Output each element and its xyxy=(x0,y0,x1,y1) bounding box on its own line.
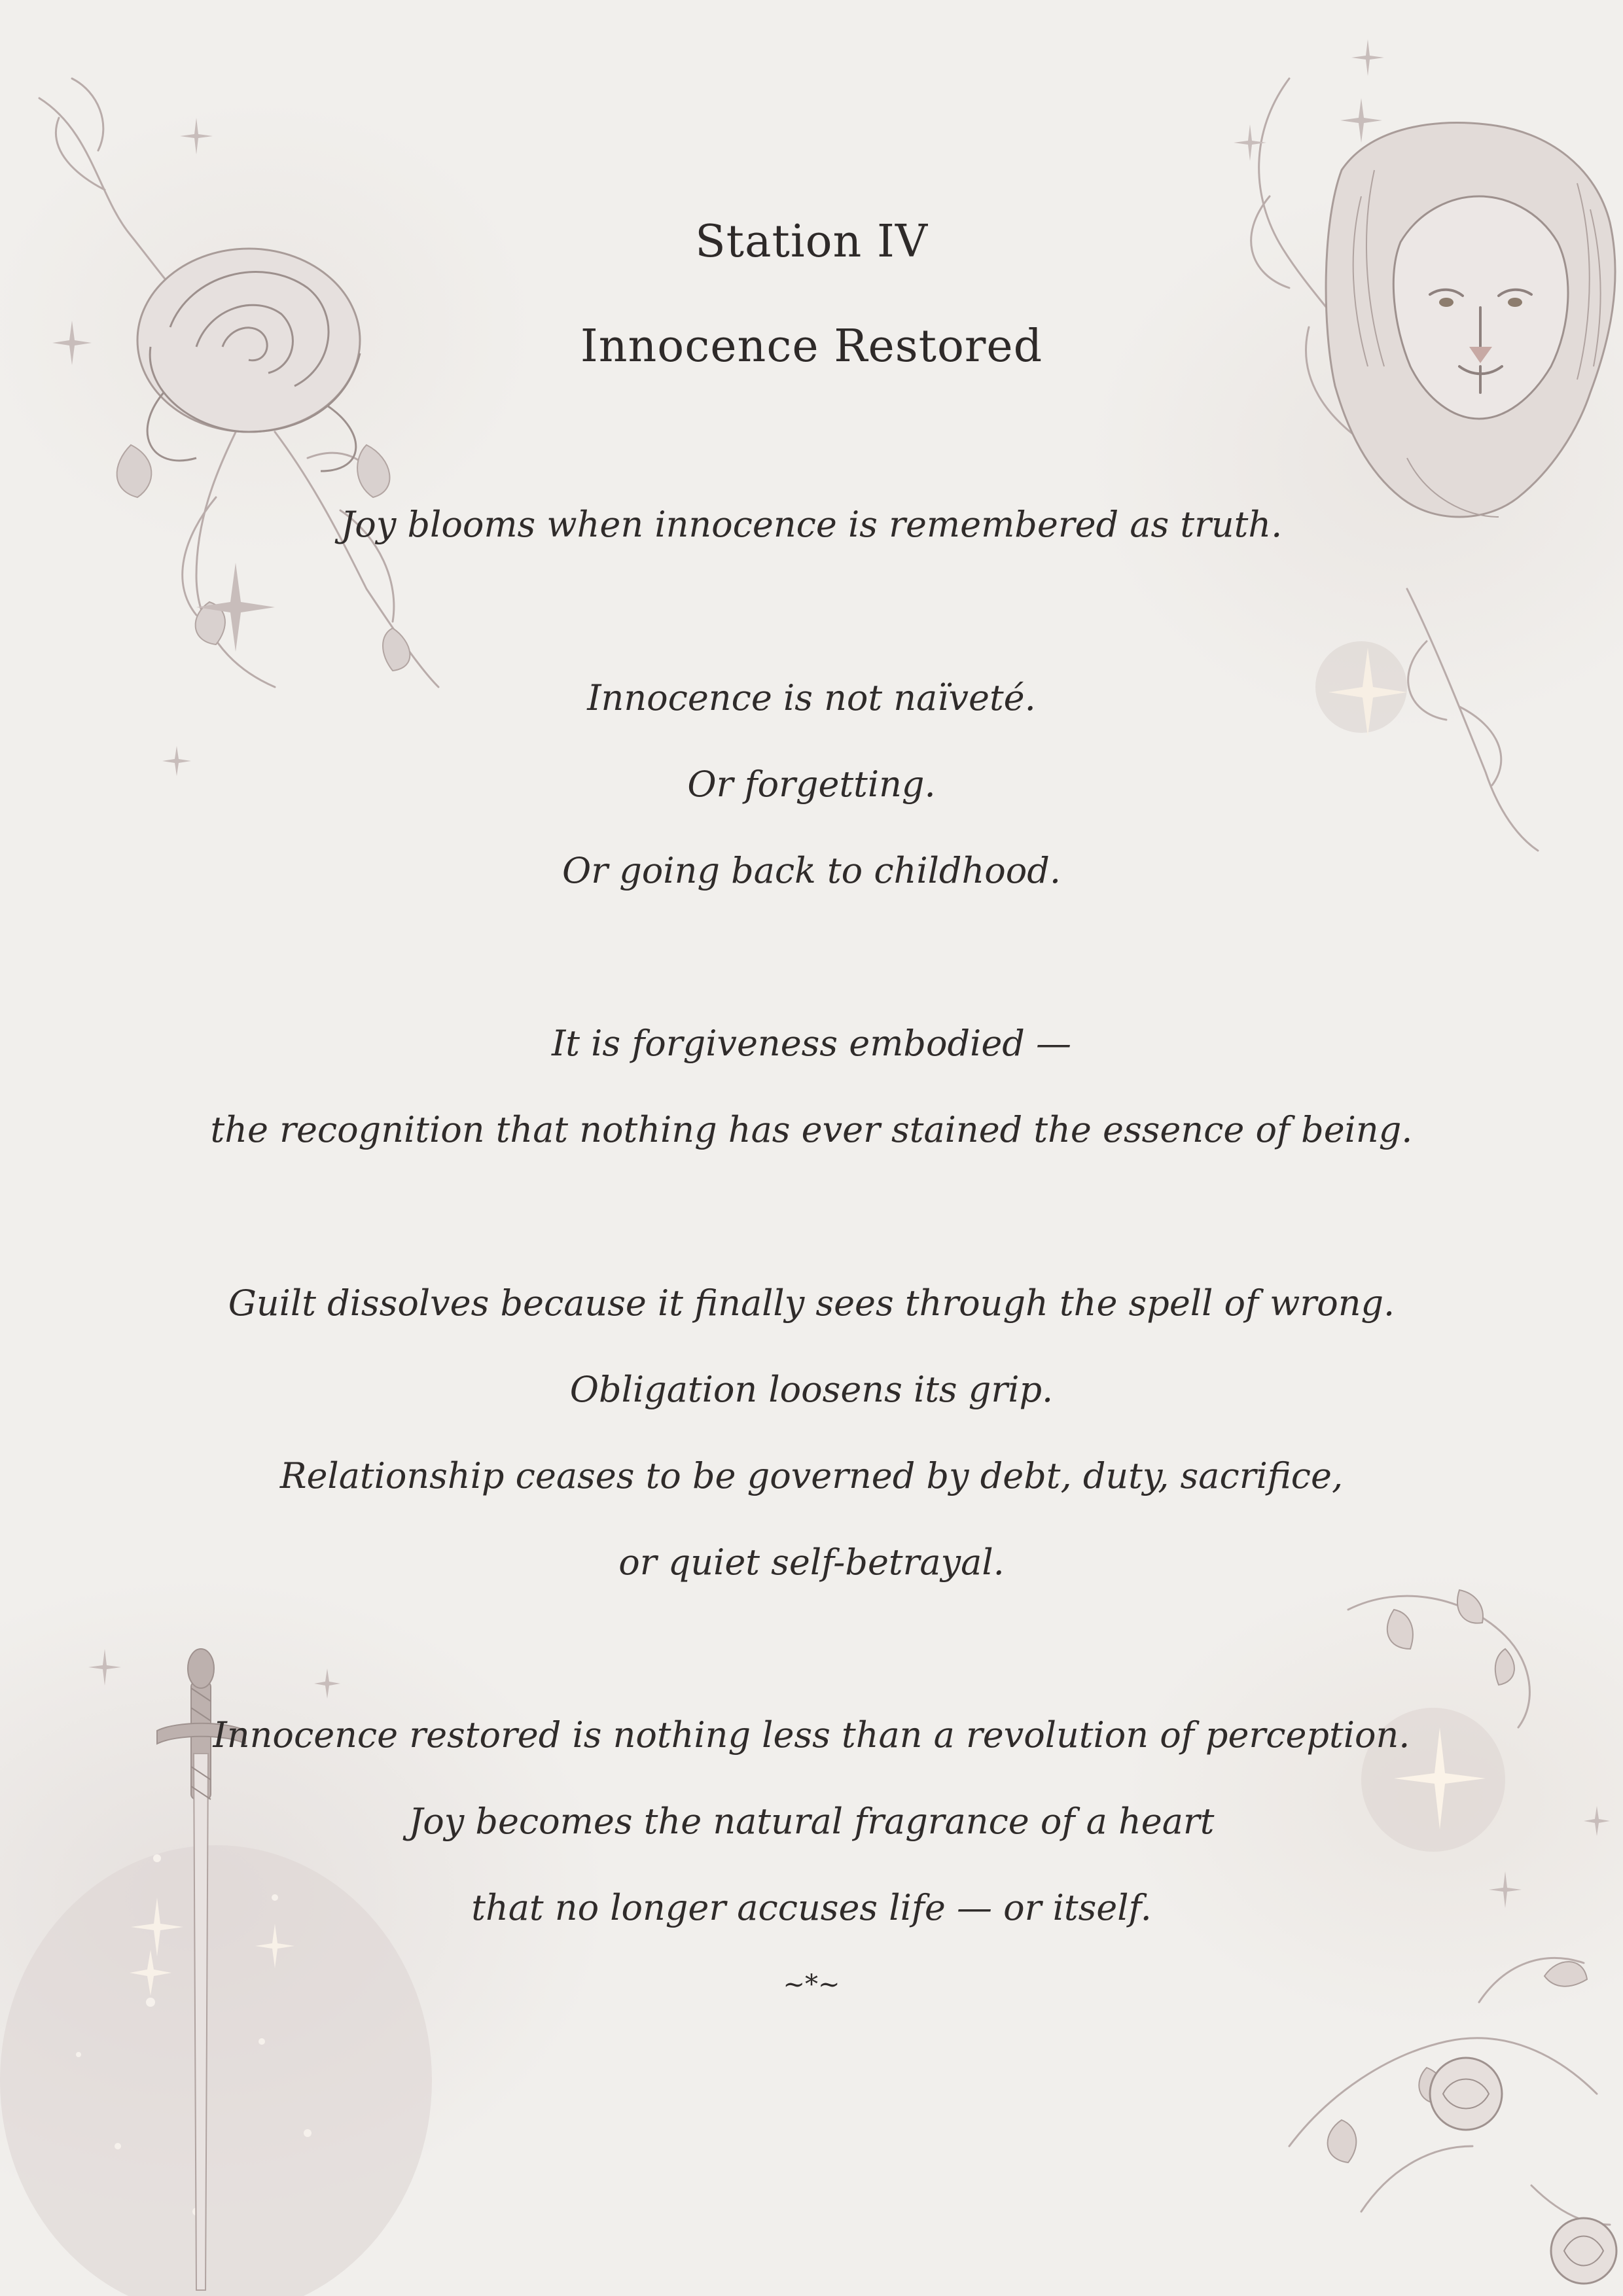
body-line: Joy becomes the natural fragrance of a heart xyxy=(408,1801,1215,1842)
station-heading: Station IV xyxy=(695,216,928,268)
body-line: Or forgetting. xyxy=(687,764,936,805)
body-line: Or going back to childhood. xyxy=(562,850,1061,891)
lion-illustration xyxy=(1211,0,1623,877)
closing-ornament: ~*~ xyxy=(783,1969,840,2000)
body-line: Relationship ceases to be governed by debt, duty, sacrifice, xyxy=(279,1455,1344,1496)
body-line: that no longer accuses life — or itself. xyxy=(471,1887,1152,1928)
body-line: Innocence is not naïveté. xyxy=(587,677,1036,718)
body-line: Innocence restored is nothing less than a revolution of perception. xyxy=(213,1714,1410,1756)
rose-illustration xyxy=(0,39,497,785)
body-line: Joy blooms when innocence is remembered as truth. xyxy=(340,504,1283,545)
body-line: It is forgiveness embodied — xyxy=(551,1023,1072,1064)
body-line: the recognition that nothing has ever stained the essence of being. xyxy=(210,1109,1413,1150)
body-line: or quiet self-betrayal. xyxy=(618,1542,1005,1583)
body-line: Obligation loosens its grip. xyxy=(569,1369,1054,1410)
page-title: Innocence Restored xyxy=(580,321,1043,372)
body-line: Guilt dissolves because it finally sees through the spell of wrong. xyxy=(228,1282,1395,1324)
